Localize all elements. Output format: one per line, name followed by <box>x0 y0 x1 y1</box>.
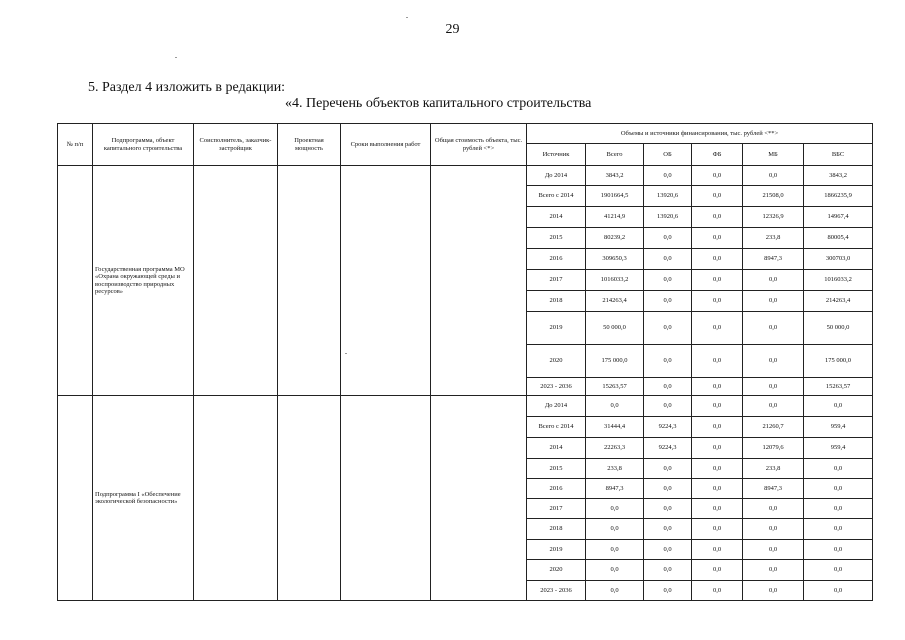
cell-ob: 0,0 <box>644 396 692 417</box>
program-name-cell: Подпрограмма I «Обеспечение экологической безопасности» <box>93 396 194 601</box>
cell-source: 2017 <box>527 270 586 291</box>
header-funding: Объемы и источники финансирования, тыс. рублей <**> <box>527 124 873 144</box>
cell-total: 0,0 <box>586 396 644 417</box>
header-num: № п/п <box>58 124 93 166</box>
header-mb: МБ <box>743 144 804 166</box>
cell-mb: 0,0 <box>743 396 804 417</box>
cell-vbs: 80005,4 <box>804 228 873 249</box>
total-cost-cell <box>431 396 527 601</box>
cell-fb: 0,0 <box>692 459 743 479</box>
cell-total: 8947,3 <box>586 479 644 499</box>
cell-ob: 0,0 <box>644 581 692 601</box>
cell-total: 1901664,5 <box>586 186 644 207</box>
cell-total: 15263,57 <box>586 378 644 396</box>
cell-ob: 0,0 <box>644 270 692 291</box>
cell-fb: 0,0 <box>692 519 743 540</box>
cell-ob: 0,0 <box>644 228 692 249</box>
capital-objects-table <box>57 123 873 601</box>
cell-fb: 0,0 <box>692 312 743 345</box>
cell-ob: 0,0 <box>644 540 692 560</box>
row-number-cell <box>58 396 93 601</box>
cell-vbs: 959,4 <box>804 438 873 459</box>
cell-fb: 0,0 <box>692 345 743 378</box>
cell-vbs: 0,0 <box>804 479 873 499</box>
cell-fb: 0,0 <box>692 499 743 519</box>
cell-source: 2014 <box>527 438 586 459</box>
cell-mb: 0,0 <box>743 312 804 345</box>
capacity-cell <box>278 166 341 396</box>
cell-fb: 0,0 <box>692 581 743 601</box>
header-program: Подпрограмма, объект капитального строительства <box>93 124 194 166</box>
cell-source: Всего с 2014 <box>527 186 586 207</box>
cell-vbs: 0,0 <box>804 396 873 417</box>
cell-mb: 0,0 <box>743 540 804 560</box>
cell-source: 2020 <box>527 345 586 378</box>
cell-mb: 12326,9 <box>743 207 804 228</box>
cell-total: 175 000,0 <box>586 345 644 378</box>
row-number-cell <box>58 166 93 396</box>
cell-mb: 0,0 <box>743 166 804 186</box>
cell-fb: 0,0 <box>692 166 743 186</box>
cell-source: 2023 - 2036 <box>527 581 586 601</box>
cell-total: 22263,3 <box>586 438 644 459</box>
table-row <box>58 396 873 417</box>
cell-ob: 9224,3 <box>644 438 692 459</box>
cell-mb: 0,0 <box>743 581 804 601</box>
cell-vbs: 0,0 <box>804 581 873 601</box>
cell-mb: 0,0 <box>743 560 804 581</box>
cell-vbs: 0,0 <box>804 519 873 540</box>
cell-source: 2020 <box>527 560 586 581</box>
cell-vbs: 0,0 <box>804 560 873 581</box>
cell-total: 50 000,0 <box>586 312 644 345</box>
cell-fb: 0,0 <box>692 249 743 270</box>
cell-mb: 0,0 <box>743 519 804 540</box>
cell-vbs: 15263,57 <box>804 378 873 396</box>
cell-ob: 0,0 <box>644 291 692 312</box>
header-ob: ОБ <box>644 144 692 166</box>
cell-ob: 0,0 <box>644 519 692 540</box>
cell-fb: 0,0 <box>692 479 743 499</box>
cell-fb: 0,0 <box>692 560 743 581</box>
cell-source: 2018 <box>527 519 586 540</box>
header-source: Источник <box>527 144 586 166</box>
cell-mb: 8947,3 <box>743 249 804 270</box>
scan-speck <box>175 57 177 58</box>
cell-fb: 0,0 <box>692 438 743 459</box>
cell-vbs: 1016033,2 <box>804 270 873 291</box>
cell-total: 31444,4 <box>586 417 644 438</box>
cell-ob: 0,0 <box>644 249 692 270</box>
terms-cell <box>341 166 431 396</box>
cell-source: 2023 - 2036 <box>527 378 586 396</box>
cell-total: 214263,4 <box>586 291 644 312</box>
cell-source: 2019 <box>527 540 586 560</box>
cell-ob: 0,0 <box>644 560 692 581</box>
cell-source: 2015 <box>527 459 586 479</box>
cell-total: 233,8 <box>586 459 644 479</box>
cell-mb: 0,0 <box>743 378 804 396</box>
cell-vbs: 50 000,0 <box>804 312 873 345</box>
cell-source: 2015 <box>527 228 586 249</box>
cell-ob: 0,0 <box>644 499 692 519</box>
cell-fb: 0,0 <box>692 540 743 560</box>
page-number: 29 <box>445 22 460 37</box>
cell-source: До 2014 <box>527 396 586 417</box>
cell-total: 41214,9 <box>586 207 644 228</box>
cell-vbs: 0,0 <box>804 499 873 519</box>
cell-vbs: 3843,2 <box>804 166 873 186</box>
cell-mb: 21508,0 <box>743 186 804 207</box>
cell-mb: 0,0 <box>743 270 804 291</box>
cell-mb: 21260,7 <box>743 417 804 438</box>
scan-speck <box>406 17 408 18</box>
cell-ob: 0,0 <box>644 479 692 499</box>
cell-ob: 0,0 <box>644 459 692 479</box>
cell-total: 1016033,2 <box>586 270 644 291</box>
contractor-cell <box>194 396 278 601</box>
cell-total: 0,0 <box>586 540 644 560</box>
header-contractor: Соисполнитель, заказчик-застройщик <box>194 124 278 166</box>
cell-mb: 0,0 <box>743 345 804 378</box>
cell-total: 3843,2 <box>586 166 644 186</box>
cell-source: До 2014 <box>527 166 586 186</box>
cell-ob: 0,0 <box>644 166 692 186</box>
cell-fb: 0,0 <box>692 186 743 207</box>
cell-total: 0,0 <box>586 581 644 601</box>
header-total: Всего <box>586 144 644 166</box>
cell-source: 2017 <box>527 499 586 519</box>
cell-ob: 0,0 <box>644 312 692 345</box>
cell-total: 0,0 <box>586 499 644 519</box>
cell-fb: 0,0 <box>692 396 743 417</box>
header-total-cost: Общая стоимость объекта, тыс. рублей <*> <box>431 124 527 166</box>
cell-vbs: 1866235,9 <box>804 186 873 207</box>
header-capacity: Проектная мощность <box>278 124 341 166</box>
cell-source: Всего с 2014 <box>527 417 586 438</box>
cell-total: 0,0 <box>586 519 644 540</box>
cell-vbs: 959,4 <box>804 417 873 438</box>
cell-mb: 0,0 <box>743 499 804 519</box>
cell-source: 2016 <box>527 249 586 270</box>
header-terms: Сроки выполнения работ <box>341 124 431 166</box>
cell-ob: 0,0 <box>644 345 692 378</box>
contractor-cell <box>194 166 278 396</box>
terms-cell <box>341 396 431 601</box>
header-fb: ФБ <box>692 144 743 166</box>
cell-mb: 0,0 <box>743 291 804 312</box>
cell-ob: 0,0 <box>644 378 692 396</box>
cell-vbs: 0,0 <box>804 459 873 479</box>
capacity-cell <box>278 396 341 601</box>
cell-fb: 0,0 <box>692 291 743 312</box>
table-row <box>58 166 873 186</box>
cell-source: 2016 <box>527 479 586 499</box>
program-name-cell: Государственная программа МО «Охрана окружающей среды и воспроизводство природных ресурсов» <box>93 166 194 396</box>
cell-total: 80239,2 <box>586 228 644 249</box>
cell-fb: 0,0 <box>692 378 743 396</box>
cell-vbs: 0,0 <box>804 540 873 560</box>
cell-total: 0,0 <box>586 560 644 581</box>
cell-vbs: 175 000,0 <box>804 345 873 378</box>
cell-fb: 0,0 <box>692 228 743 249</box>
header-vbs: ВБС <box>804 144 873 166</box>
cell-ob: 13920,6 <box>644 186 692 207</box>
cell-source: 2019 <box>527 312 586 345</box>
cell-fb: 0,0 <box>692 207 743 228</box>
cell-mb: 12079,6 <box>743 438 804 459</box>
cell-fb: 0,0 <box>692 270 743 291</box>
cell-source: 2014 <box>527 207 586 228</box>
cell-source: 2018 <box>527 291 586 312</box>
cell-ob: 9224,3 <box>644 417 692 438</box>
cell-fb: 0,0 <box>692 417 743 438</box>
cell-mb: 233,8 <box>743 228 804 249</box>
cell-ob: 13920,6 <box>644 207 692 228</box>
total-cost-cell <box>431 166 527 396</box>
cell-total: 309650,3 <box>586 249 644 270</box>
cell-vbs: 214263,4 <box>804 291 873 312</box>
table-body <box>58 166 873 601</box>
document-title: «4. Перечень объектов капитального строительства <box>285 96 592 111</box>
cell-mb: 8947,3 <box>743 479 804 499</box>
cell-vbs: 300703,0 <box>804 249 873 270</box>
cell-mb: 233,8 <box>743 459 804 479</box>
section-heading: 5. Раздел 4 изложить в редакции: <box>88 80 286 95</box>
cell-vbs: 14967,4 <box>804 207 873 228</box>
